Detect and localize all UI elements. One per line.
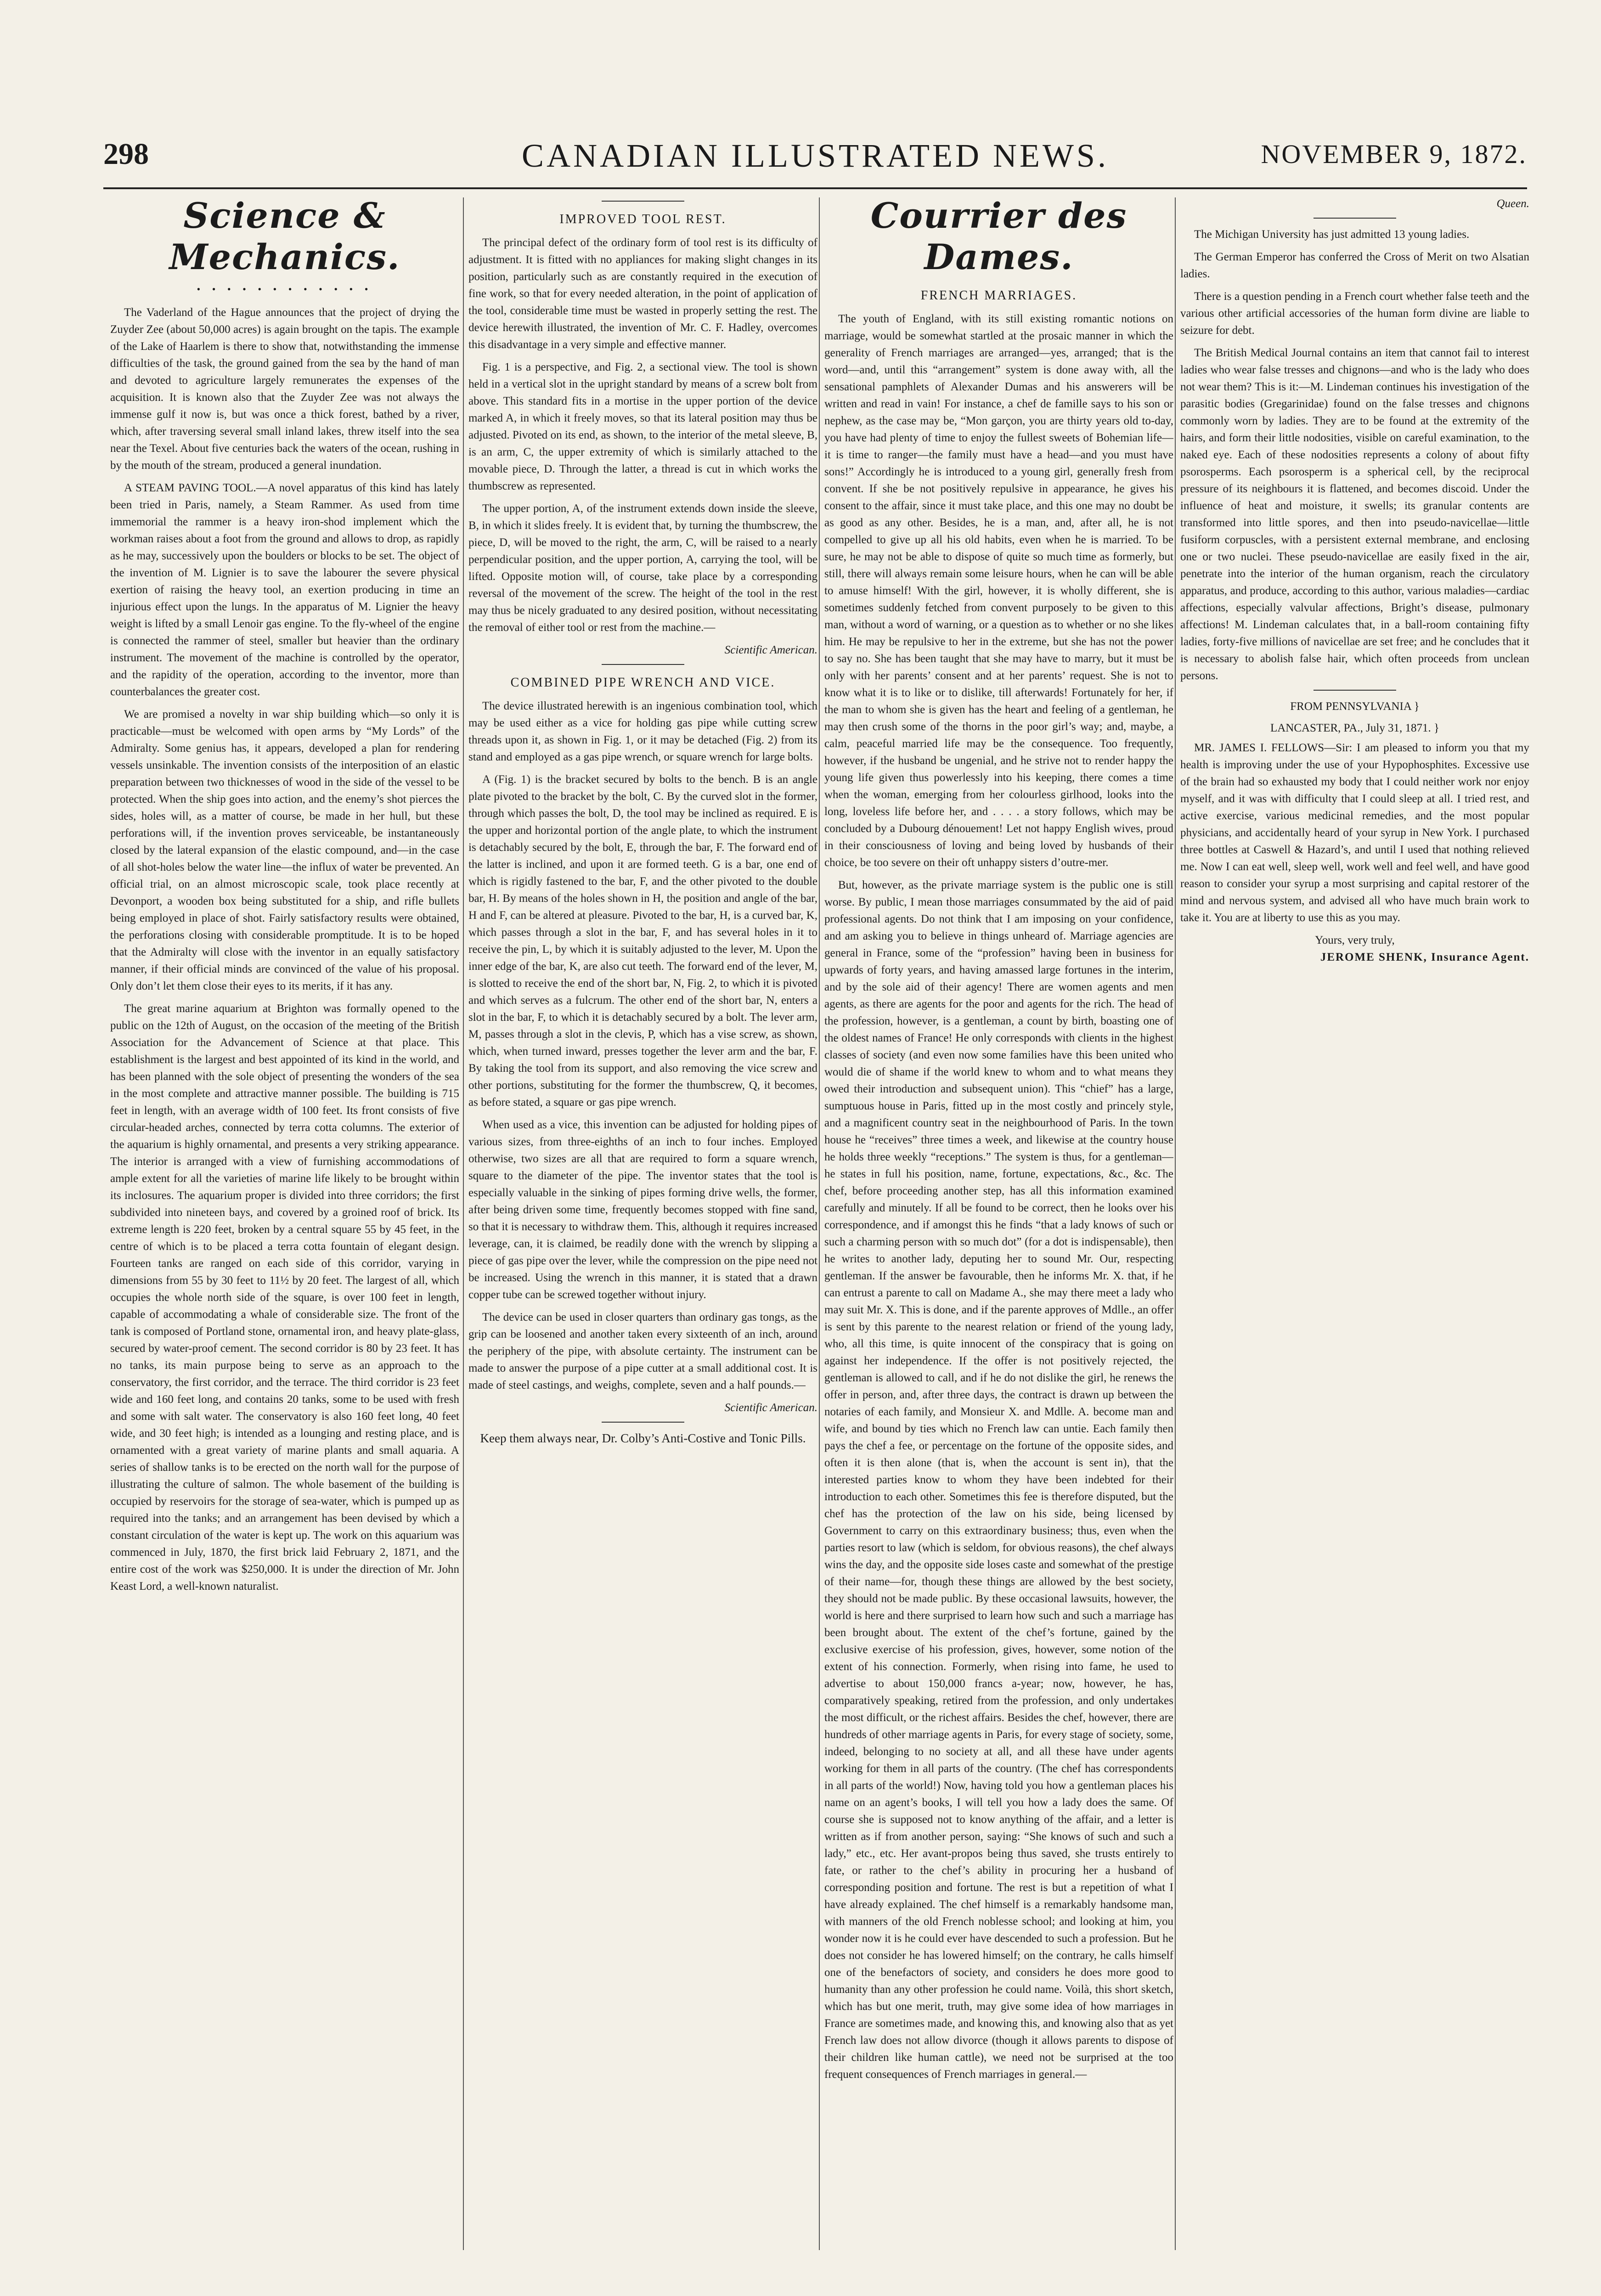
tool-rest-paragraph-3: The upper portion, A, of the instrument extends down inside the sleeve, B, in which it slides freely. It is evident that, by turning the thumbscrew, the piece, D, will be moved to the right, the arm, C, will be raised to a nearly perpendicular position, and the upper portion, A, carrying the tool, will be lifted. Opposite motion will, of course, take place by a corresponding reversal of the movement of the screw. The height of the tool in the rest may thus be nicely graduated to any desired position, without necessitating the removal of either tool or rest from the machine.—	[468, 502, 817, 634]
column-separator	[463, 197, 464, 2250]
science-section-heading: Science & Mechanics.	[169, 195, 400, 277]
tool-rest-heading: IMPROVED TOOL REST.	[559, 212, 727, 226]
tool-rest-paragraph-2: Fig. 1 is a perspective, and Fig. 2, a sectional view. The tool is shown held in a vertical slot in the upright standard by means of a screw bolt from above. This standard fits in a mortise in the upper portion of the device marked A, in which it freely moves, so that its lateral position may thus be adjusted. Pivoted on its end, as shown, to the interior of the metal sleeve, B, is an arm, C, the upper extremity of which is similarly attached to the movable piece, D. Through the latter, a thread is cut in which works the thumbscrew as represented.	[468, 361, 817, 492]
colby-pills-notice: Keep them always near, Dr. Colby’s Anti-Costive and Tonic Pills.	[480, 1431, 806, 1445]
unsinkable-ship-paragraph: We are promised a novelty in war ship building which—so only it is practicable—must be welcomed with open arms by “My Lords” of the Admiralty. Some genius has, it appears, developed a plan for rendering vessels unsinkable. The invention consists of the interposition of an elastic preparation between two thicknesses of wood in the side of the vessel to be protected. When the ship goes into action, and the enemy’s shot pierces the sides, holes will, as a matter of course, be made in her hull, but these perforations will, if the invention proves serviceable, be instantaneously closed by the lateral expansion of the elastic compound, and—in the case of all shot-holes below the water line—the influx of water be prevented. An official trial, on an almost microscopic scale, took place recently at Devonport, a wooden box being substituted for a ship, and rifle bullets being employed in place of shot. Fairly satisfactory results were obtained, the perforations closing with considerable promptitude. It is to be hoped that the Admiralty will close with the inventor in an equally satisfactory manner, if their official minds are convinced of the value of his proposal. Only don’t let them close their eyes to its merits, if it has any.	[110, 708, 459, 992]
letter-body: MR. JAMES I. FELLOWS—Sir: I am pleased to inform you that my health is improving under the use of your Hypophosphites. Excessive use of the brain had so exhausted my body that I could neither work nor enjoy myself, and it was with difficulty that I could sleep at all. I tried rest, and active exercise, various medicinal remedies, and the most popular physicians, and accidentally heard of your syrup in New York. I purchased three bottles at Caswell & Hazard’s, and until I used that nothing relieved me. Now I can eat well, sleep well, work well and feel well, and have good reason to consider your syrup a most surprising and capital restorer of the mind and nervous system, and advised all who have much brain work to take it. You are at liberty to use this as you may.	[1180, 742, 1529, 924]
ornament-divider: • • • • • • • • • • • •	[197, 283, 373, 295]
german-emperor-note: The German Emperor has conferred the Cross of Merit on two Alsatian ladies.	[1180, 251, 1529, 280]
michigan-note: The Michigan University has just admitted 13 young ladies.	[1194, 228, 1470, 241]
brighton-aquarium-paragraph: The great marine aquarium at Brighton was formally opened to the public on the 12th of August, on the occasion of the meeting of the British Association for the Advancement of Science at that place. This establishment is the largest and best appointed of its kind in the world, and has been planned with the sole object of presenting the wonders of the sea in the most complete and attractive manner possible. The building is 715 feet in length, with an average width of 100 feet. Its front consists of five circular-headed arches, connected by terra cotta columns. The exterior of the aquarium is highly ornamental, and presents a very striking appearance. The interior is arranged with a view of furnishing accommodations of ample extent for all the varieties of marine life likely to be brought within its inclosures. The aquarium proper is divided into three corridors; the first subdivided into nineteen bays, and covered by a groined roof of brick. Its extreme length is 220 feet, broken by a central square 55 by 45 feet, in the centre of which is to be placed a terra cotta fountain of elegant design. Fourteen tanks are ranged on each side of this corridor, varying in dimensions from 55 by 30 feet to 11½ by 20 feet. The largest of all, which occupies the whole north side of the square, is over 100 feet in length, capable of accommodating a whale of considerable size. The front of the tank is composed of Portland stone, ornamental iron, and heavy plate-glass, secured by water-proof cement. The second corridor is 80 by 23 feet. It has no tanks, its main purpose being to serve as an approach to the conservatory, the first corridor, and the terrace. The third corridor is 23 feet wide and 160 feet long, and contains 20 tanks, some to be used with fresh and some with salt water. The conservatory is also 160 feet long, 40 feet wide, and 30 feet high; is intended as a lounging and resting place, and is ornamented with a great variety of marine plants and small aquaria. A series of shallow tanks is to be erected on the north wall for the purpose of illustrating the culture of salmon. The whole basement of the building is occupied by reservoirs for the storage of sea-water, which is pumped up as required into the tanks; and an arrangement has been devised by which a constant circulation of the water is kept up. The work on this aquarium was commenced in July, 1870, the first brick laid February 2, 1871, and the entire cost of the work was $250,000. It is under the direction of Mr. John Keast Lord, a well-known naturalist.	[110, 1002, 459, 1593]
chignons-note: The British Medical Journal contains an item that cannot fail to interest ladies who wear false tresses and chignons—and who is the lady who does not wear them? This is it:—M. Lindeman continues his investigation of the parasitic bodies (Gregarinidae) found on the false tresses and chignons commonly worn by ladies. They are to be found at the extremity of the hairs, and form their little nodosities, visible on careful examination, to the naked eye. Each of these nodosities represents a colony of about fifty psorosperms. Each psorosperm is a spherical cell, by the reciprocal pressure of its neighbours it is flattened, and becomes discoid. Under the influence of heat and moisture, it swells; its granular contents are transformed into little spores, and then into pseudo-navicellae—little fusiform corpuscles, with a persistent external membrane, and enclosing one or two nuclei. These pseudo-navicellae are easily fixed in the air, penetrate into the interior of the human organism, reach the circulatory apparatus, and produce, according to this author, various maladies—cardiac affections, especially valvular affections, Bright’s disease, pulmonary affections! M. Lindeman calculates that, in a ball-room containing fifty ladies, forty-five millions of navicellae are set free; and he concludes that it is necessary to abolish false hair, which often proceeds from unclean persons.	[1180, 347, 1529, 682]
pipe-wrench-credit: Scientific American.	[724, 1401, 817, 1414]
masthead	[103, 137, 1527, 187]
pipe-wrench-paragraph-1: The device illustrated herewith is an ingenious combination tool, which may be used either as a vice for holding gas pipe while cutting screw threads upon it, as shown in Fig. 1, or it may be detached (Fig. 2) from its stand and employed as a gas pipe wrench, or square wrench for large bolts.	[468, 700, 817, 763]
courrier-section-heading: Courrier des Dames.	[870, 195, 1127, 277]
column-2	[468, 195, 817, 2262]
section-divider	[1313, 218, 1396, 219]
french-marriages-paragraph-2: But, however, as the private marriage system is the public one is still worse. By public, I mean those marriages consummated by the aid of paid professional agents. Do not think that I am imposing on your confidence, and am asking you to believe in things unheard of. Marriage agencies are general in France, some of the “profession” having been in business for upwards of forty years, and having amassed large fortunes in the interim, and by the sole aid of their agency! There are women agents and men agents, as there are agents for the poor and agents for the rich. The head of the profession, however, is a gentleman, a count by birth, boasting one of the oldest names of France! He only corresponds with clients in the highest classes of society (and even now some families have this been united who would die of shame if the world knew to whom and to what means they owed their introduction and subsequent union). This “chief” has a large, sumptuous house in Paris, fitted up in the most costly and princely style, and a magnificent country seat in the neighbourhood of Paris. In the town house he “receives” three times a week, and likewise at the country house he holds three weekly “receptions.” The system is thus, for a gentleman—he states in full his position, name, fortune, expectations, &c., &c. The chef, before proceeding another step, has all this information examined carefully and minutely. If all be found to be correct, then he looks over his correspondence, and if amongst this he finds “that a lady knows of such or such a charming person with so much dot” (for a dot is indispensable), then he writes to another lady, deputing her to sound Mr. Our, respecting gentleman. If the answer be favourable, then he informs Mr. X. that, if he can entrust a parente to call on Madame A., she may there meet a lady who may suit Mr. X. This is done, and if the parente approves of Mdlle., an offer is sent by this parente to the nearest relation or friend of the young lady, who, all this time, is quite innocent of the conspiracy that is going on against her independence. If the offer is not positively rejected, the gentleman is allowed to call, and if he do not dislike the girl, he renews the offer in person, and, after three days, the contract is drawn up between the notaries of each family, and Monsieur X. and Mdlle. A. become man and wife, and bound by ties which no French law can untie. Each family then pays the chef a fee, or percentage on the fortune of the opposite sides, and often it is then alone (that is, when the account is sent in), that the interested parties know to whom they have been indebted for their introduction to each other. Sometimes this fee is therefore disputed, but the chef has the protection of the law on his side, being licensed by Government to carry on this extraordinary business; thus, even when the parties resort to law (which is seldom, for obvious reasons), the chef always wins the day, and the opposite side loses caste and somewhat of the prestige of their name—for, though these things are allowed by the best society, they should not be made public. By these occasional lawsuits, however, the world is here and there surprised to learn how such and such a marriage has been brought about. The extent of the chef’s fortune, gained by the exclusive exercise of his profession, gives, however, some notion of the extent of his connection. Formerly, when rising into fame, he used to advertise to about 150,000 francs a-year; now, however, he has, comparatively speaking, retired from the profession, and only undertakes the most difficult, or the richest affairs. Besides the chef, however, there are hundreds of other marriage agents in Paris, for every stage of society, some, indeed, belonging to no society at all, and all these have under agents working for them in all parts of the country. (The chef has correspondents in all parts of the world!) Now, having told you how a gentleman places his name on an agent’s books, I will tell you how a lady does the same. Of course she is supposed not to know anything of the affair, and a letter is written as if from another person, saying: “She knows of such and such a lady,” etc., etc. Her avant-propos being thus saved, she trusts entirely to fate, or rather to the chef’s ability in procuring her a husband of corresponding position and fortune. The rest is but a repetition of what I have already explained. The chef himself is a remarkably handsome man, with manners of the old French noblesse school; and looking at him, you wonder now it is he could ever have descended to such a profession. But he does not consider he has lowered himself; on the contrary, he calls himself one of the benefactors of society, and considers he does more good to humanity than any other profession he could name. Voilà, this short sketch, which has but one merit, truth, may give some idea of how marriages in France are sometimes made, and knowing this, and knowing also that as yet French law does not allow divorce (though it allows parents to dispose of their children like human cattle), we need not be surprised at the too frequent consequences of French marriages in general.—	[824, 879, 1173, 2081]
page-number: 298	[103, 137, 149, 171]
column-1	[110, 195, 459, 2262]
tool-rest-credit: Scientific American.	[724, 644, 817, 656]
issue-date: NOVEMBER 9, 1872.	[1261, 139, 1527, 169]
french-marriages-credit: Queen.	[1496, 197, 1529, 210]
letter-signature: JEROME SHENK, Insurance Agent.	[1320, 951, 1529, 963]
section-divider	[602, 1422, 684, 1423]
pipe-wrench-paragraph-3: When used as a vice, this invention can be adjusted for holding pipes of various sizes, from three-eighths of an inch to four inches. Employed otherwise, two sizes are all that are required to form a square wrench, square to the diameter of the pipe. The inventor states that the tool is especially valuable in the sinking of pipes forming drive wells, the former, after being driven some time, frequently becomes stopped with fine sand, so that it is necessary to withdraw them. This, although it requires increased leverage, can, it is claimed, be readily done with the wrench by slipping a piece of gas pipe over the lever, while the compression on the pipe need not be increased. Using the wrench in this manner, it is stated that a drawn copper tube can be screwed together without injury.	[468, 1119, 817, 1301]
false-teeth-note: There is a question pending in a French court whether false teeth and the various other artificial accessories of the human form divine are liable to seizure for debt.	[1180, 290, 1529, 337]
zuyder-zee-paragraph: The Vaderland of the Hague announces that the project of drying the Zuyder Zee (about 50,000 acres) is again brought on the tapis. The example of the Lake of Haarlem is there to show that, notwithstanding the immense difficulties of the task, the ground gained from the sea by the hand of man and devoted to agriculture largely remunerates the expenses of the acquisition. It is known also that the Zuyder Zee was not always the immense gulf it now is, but was once a thick forest, bathed by a river, which, after traversing several small inland lakes, threw itself into the sea near the Texel. About five centuries back the waters of the ocean, rushing in by the mouth of the stream, produced a general inundation.	[110, 306, 459, 472]
letter-place: FROM PENNSYLVANIA }	[1290, 700, 1420, 713]
newspaper-title: CANADIAN ILLUSTRATED NEWS.	[522, 137, 1109, 174]
pipe-wrench-heading: COMBINED PIPE WRENCH AND VICE.	[510, 675, 776, 690]
masthead-rule	[103, 187, 1527, 189]
column-4	[1180, 195, 1529, 2262]
column-3	[824, 195, 1173, 2262]
section-divider	[602, 201, 684, 202]
steam-paving-tool-paragraph: A STEAM PAVING TOOL.—A novel apparatus of this kind has lately been tried in Paris, namely, a Steam Rammer. As used from time immemorial the rammer is a heavy iron-shod implement which the workman raises about a foot from the ground and allows to drop, as rapidly as he may, successively upon the boulders or blocks to be set. The object of the invention of M. Lignier is to save the labourer the severe physical exertion of raising the heavy tool, an exertion producing in time an injurious effect upon the lungs. In the apparatus of M. Lignier the heavy weight is lifted by a small Lenoir gas engine. To the fly-wheel of the engine is connected the rammer of steel, smaller but heavier than the ordinary instrument. The movement of the machine is controlled by the operator, and the rapidity of the operation, according to the inventor, more than counterbalances the greater cost.	[110, 482, 459, 698]
pipe-wrench-paragraph-4: The device can be used in closer quarters than ordinary gas tongs, as the grip can be loosened and another taken every sixteenth of an inch, around the periphery of the pipe, with absolute certainty. The instrument can be made to answer the purpose of a pipe cutter at a small additional cost. It is made of steel castings, and weighs, complete, seven and a half pounds.—	[468, 1311, 817, 1391]
letter-closing: Yours, very truly,	[1315, 934, 1395, 946]
letter-date: LANCASTER, PA., July 31, 1871. }	[1270, 722, 1440, 734]
column-separator	[819, 197, 820, 2250]
section-divider	[1313, 690, 1396, 691]
pipe-wrench-paragraph-2: A (Fig. 1) is the bracket secured by bolts to the bench. B is an angle plate pivoted to the bracket by the bolt, C. By the curved slot in the former, through which passes the bolt, D, the tool may be inclined as required. E is the upper and horizontal portion of the angle plate, to which the instrument is detachably secured by the bolt, E, through the bar, F. The forward end of the latter is inclined, and upon it are formed teeth. G is a bar, one end of which is rigidly fastened to the bar, F, and the other pivoted to the double bar, H. By means of the holes shown in H, the position and angle of the bar, H and F, can be altered at pleasure. Pivoted to the bar, H, is a curved bar, K, which passes through a slot in the bar, F, and has several holes in it to receive the pin, L, by which it is suitably adjusted to the lever, M. Upon the inner edge of the bar, K, are also cut teeth. The forward end of the lever, M, is slotted to receive the end of the short bar, N, Fig. 2, to which it is pivoted and which serves as a fulcrum. The other end of the short bar, N, enters a slot in the bar, F, to which it is detachably secured by a bolt. The lever arm, M, passes through a slot in the clevis, P, which has a vise screw, as shown, which, when turned inward, presses together the lever arm and the bar, F. By taking the tool from its support, and also removing the vice screw and other portions, substituting for the former the thumbscrew, Q, it becomes, as before stated, a square or gas pipe wrench.	[468, 773, 817, 1109]
french-marriages-paragraph-1: The youth of England, with its still existing romantic notions on marriage, would be somewhat startled at the prosaic manner in which the generality of French marriages are arranged—yes, arranged; that is the word—and, until this “arrangement” system is done away with, all the sensational pamphlets of Alexander Dumas and his answerers will be written and read in vain! For instance, a chef de famille says to his son or nephew, as the case may be, “Mon garçon, you are thirty years old to-day, you have had plenty of time to enjoy the fullest sweets of Bohemian life—it is time to ranger—the family must have a head—and you must have sons!” Accordingly he is introduced to a young girl, generally fresh from convent. If she be not positively repulsive in appearance, he gives his consent to the affair, since it must take place, and this one may no doubt be as good as any other. Besides, he is a man, and, after all, he is not compelled to give up all his old habits, even when he is married. To be sure, he may not be able to dispose of quite so much time as formerly, but still, there will always remain some leisure hours, when he can will be able to amuse himself! With the girl, however, it is wholly different, she is sometimes suddenly fetched from convent purposely to be given to this man, without a word of warning, or a question as to whether or no she likes him. He may be repulsive to her in the extreme, but she has not the power to say no. She has been taught that she may have to marry, but it must be only with her parents’ consent and at her parents’ request. She is not to know what it is to like or to dislike, till afterwards! Fortunately for her, if the man to whom she is given has the heart and feeling of a gentleman, he may then crush some of the thorns in the poor girl’s way; and, maybe, a calm, peaceful married life may be the consequence. Too frequently, however, if the husband be ungenial, and he strive not to render happy the young life given thus powerlessly into his keeping, there comes a time when the woman, emerging from her colourless girlhood, looks into the long, loveless life before her, and . . . . a story follows, which may be concluded by a Dubourg dénouement! Let not happy English wives, proud in their consciousness of loving and being loved by husbands of their choice, be too severe on their oft unhappy sisters d’outre-mer.	[824, 313, 1173, 869]
column-separator	[1175, 197, 1176, 2250]
tool-rest-paragraph-1: The principal defect of the ordinary form of tool rest is its difficulty of adjustment. It is fitted with no appliances for making slight changes in its position, particularly such as are constantly required in the execution of fine work, so that for every needed alteration, in the point of application of the tool, considerable time must be wasted in properly setting the rest. The device herewith illustrated, the invention of Mr. C. F. Hadley, overcomes this disadvantage in a very simple and effective manner.	[468, 236, 817, 351]
section-divider	[602, 664, 684, 665]
french-marriages-heading: FRENCH MARRIAGES.	[920, 288, 1077, 303]
